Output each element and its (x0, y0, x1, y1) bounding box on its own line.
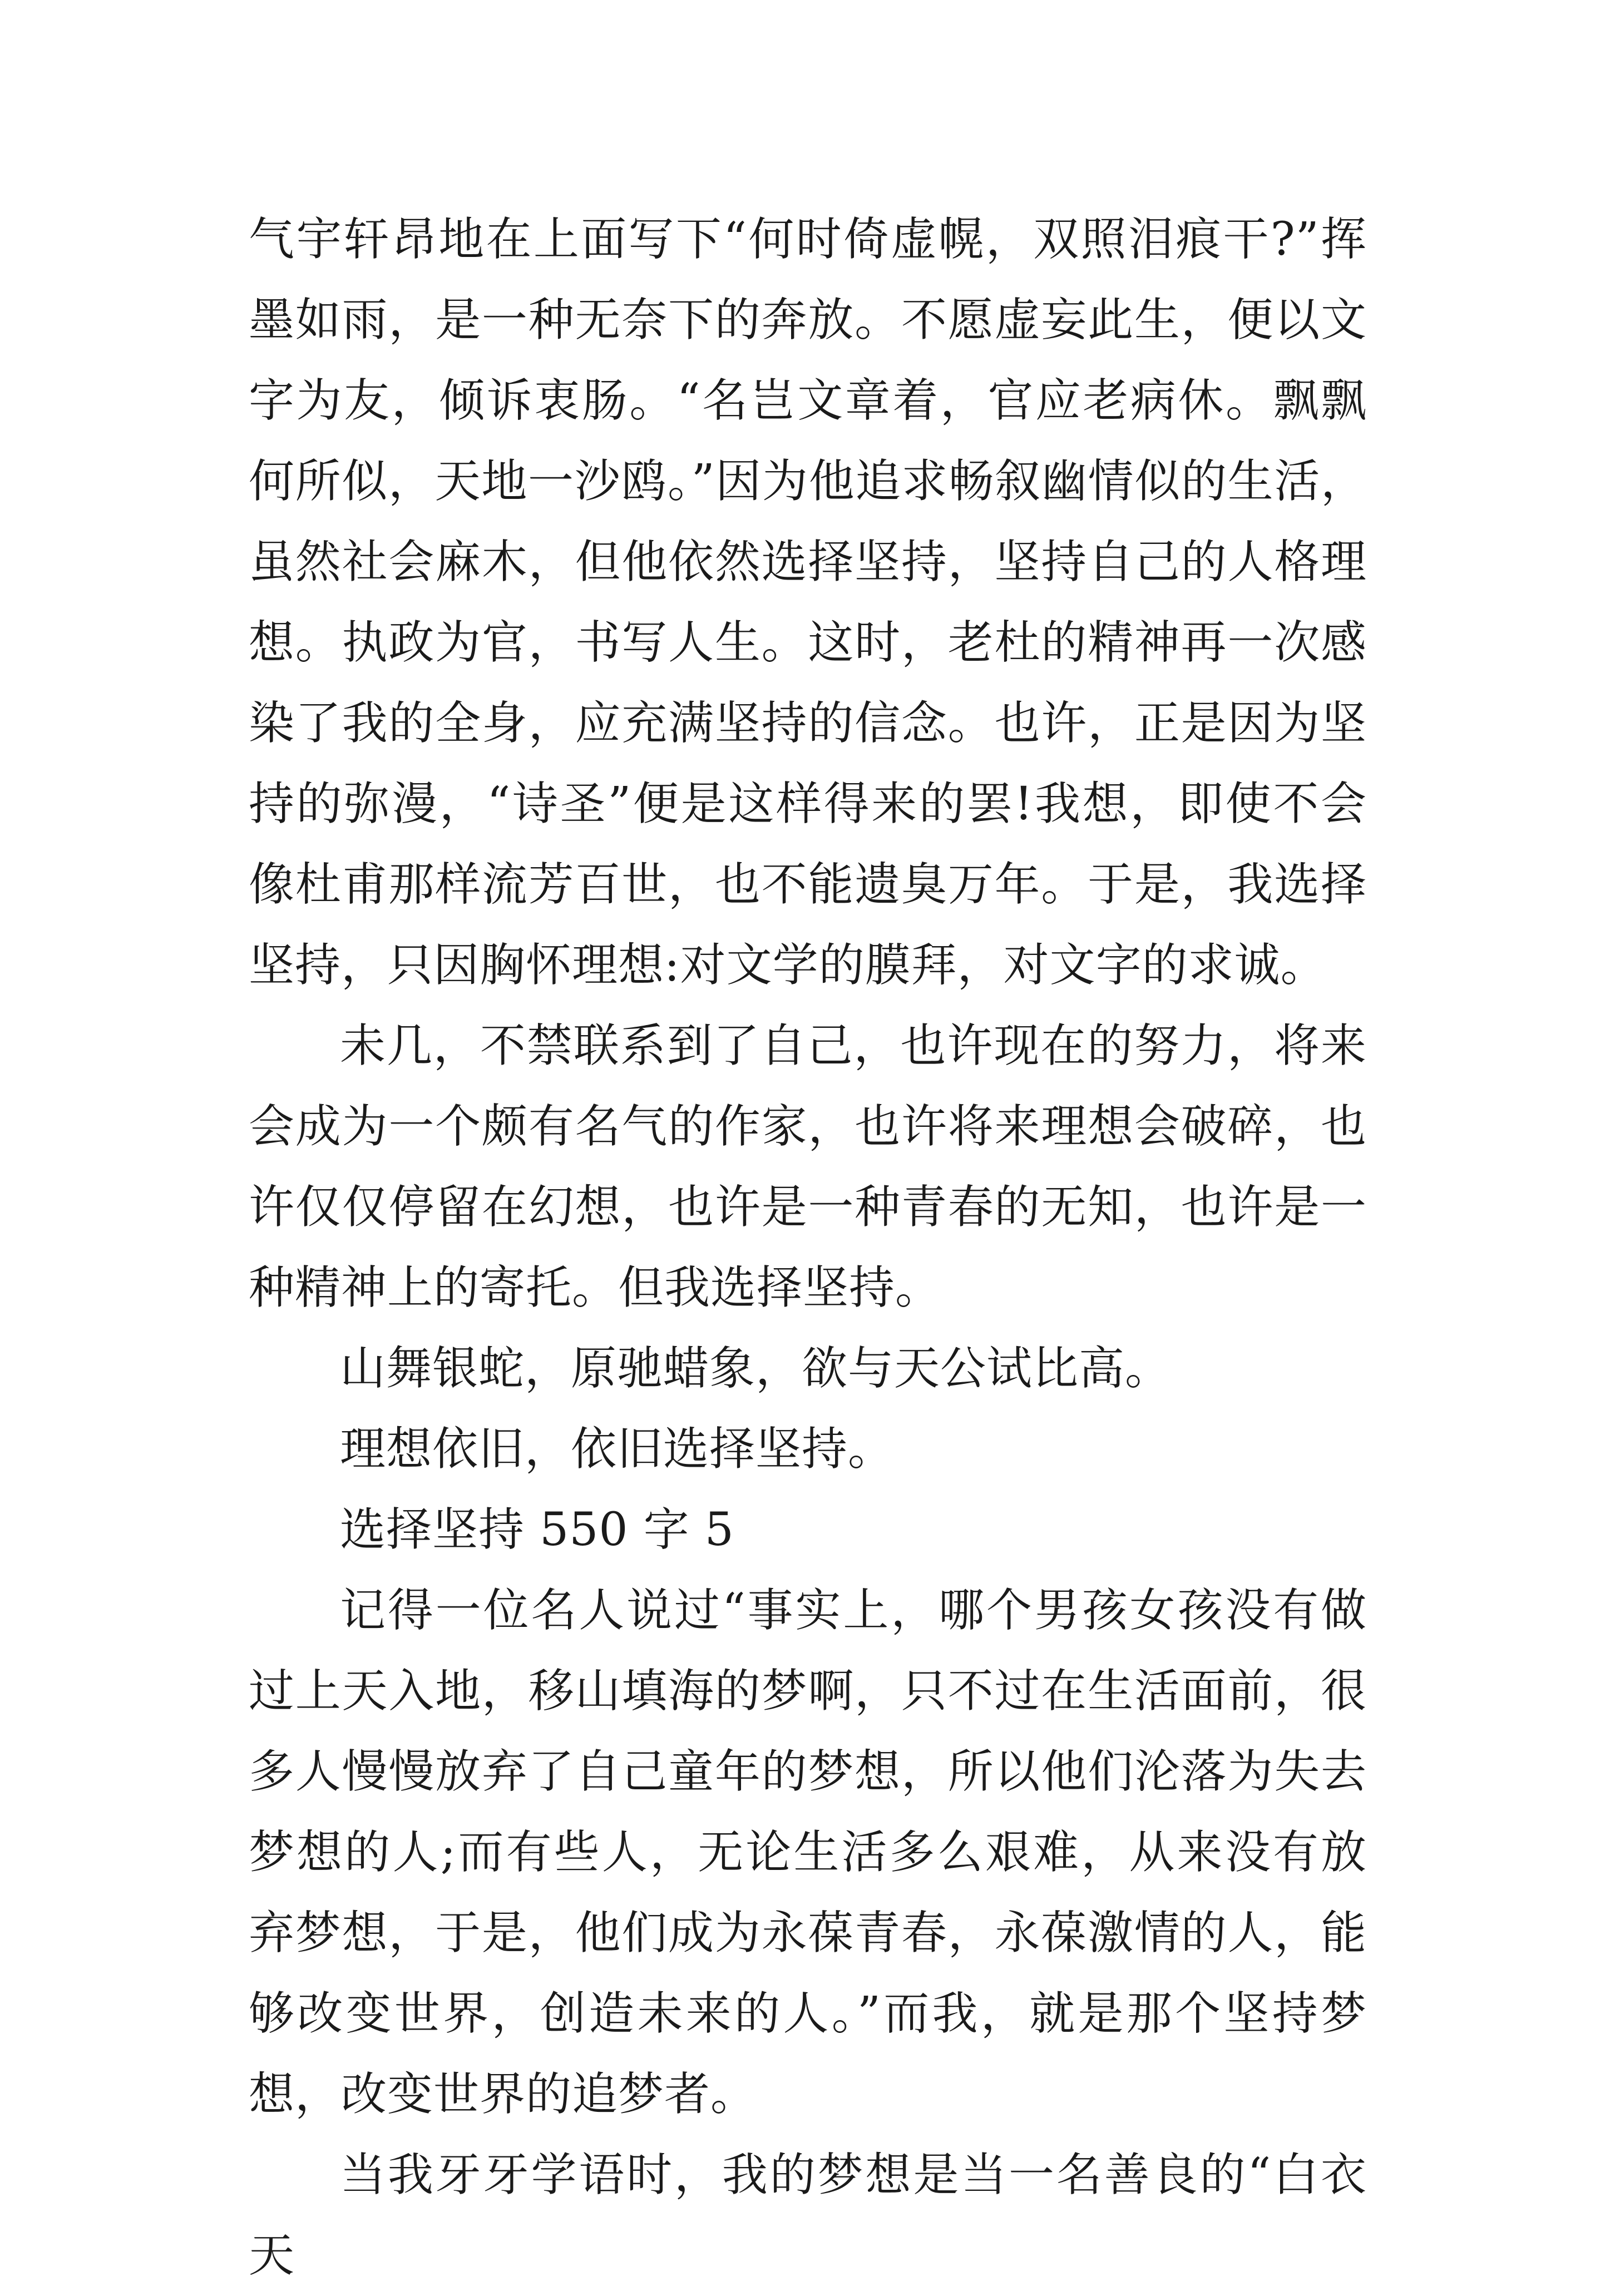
paragraph-dufu-continuation: 气宇轩昂地在上面写下“何时倚虚幌，双照泪痕干?”挥墨如雨，是一种无奈下的奔放。不愿虚妄此生，便以文字为友，倾诉衷肠。“名岂文章着，官应老病休。飘飘何所似，天地一沙鸥。”因为他追求畅叙幽情似的生活，虽然社会麻木，但他依然选择坚持，坚持自己的人格理想。执政为官，书写人生。这时，老杜的精神再一次感染了我的全身，应充满坚持的信念。也许，正是因为坚持的弥漫，“诗圣”便是这样得来的罢!我想，即使不会像杜甫那样流芳百世，也不能遗臭万年。于是，我选择坚持，只因胸怀理想:对文学的膜拜，对文字的求诚。 (249, 213, 1367, 992)
paragraph-ideal-persist: 理想依旧，依旧选择坚持。 (340, 1423, 895, 1476)
paragraph-self-reflection: 未几，不禁联系到了自己，也许现在的努力，将来会成为一个颇有名气的作家，也许将来理想会破碎，也许仅仅停留在幻想，也许是一种青春的无知，也许是一种精神上的寄托。但我选择坚持。 (249, 1020, 1367, 1314)
body-text (249, 199, 1367, 2296)
paragraph-childhood-dream: 当我牙牙学语时，我的梦想是当一名善良的“白衣天 (249, 2149, 1367, 2282)
paragraph-famous-quote: 记得一位名人说过“事实上，哪个男孩女孩没有做过上天入地，移山填海的梦啊，只不过在生活面前，很多人慢慢放弃了自己童年的梦想，所以他们沦落为失去梦想的人;而有些人，无论生活多么艰难，从来没有放弃梦想，于是，他们成为永葆青春，永葆激情的人，能够改变世界，创造未来的人。”而我，就是那个坚持梦想，改变世界的追梦者。 (249, 1584, 1367, 2121)
section-heading: 选择坚持 550 字 5 (340, 1503, 734, 1556)
paragraph-poem-line: 山舞银蛇，原驰蜡象，欲与天公试比高。 (340, 1342, 1172, 1395)
